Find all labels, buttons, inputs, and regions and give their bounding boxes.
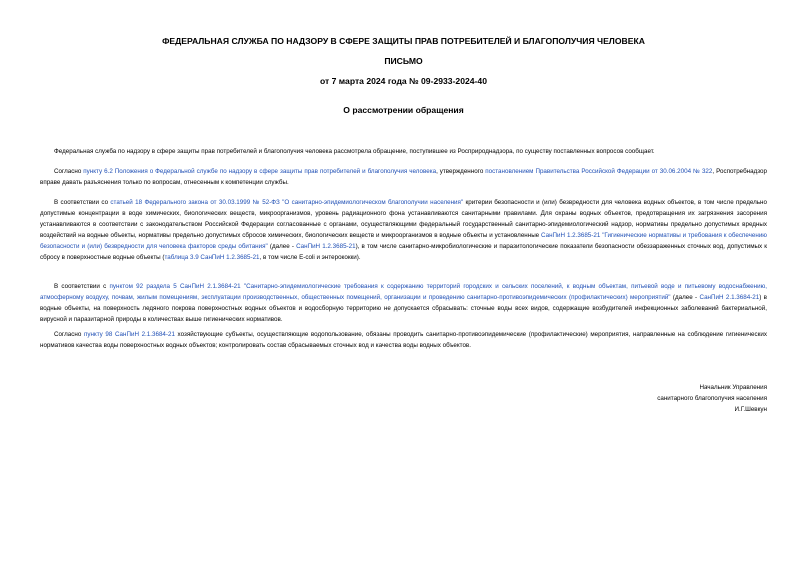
text: (далее -: [670, 294, 700, 301]
link-point-92[interactable]: пунктом 92 раздела 5 СанПиН 2.1.3684-21 "Санитарно-эпидемиологические требования к содержанию территорий городских и сельских поселений, к водным объектам, питьевой воде и питьевому водоснабжению, атмосферному воздуху, почвам, жилым помещениям, эксплуатации производственных, общественных помещений, организации и проведению санитарно-противоэпидемических (профилактических) мероприятий": [40, 283, 767, 301]
link-federal-law-52[interactable]: статьей 18 Федерального закона от 30.03.1999 № 52-ФЗ "О санитарно-эпидемиологическом благополучии населения": [110, 199, 464, 206]
text: ) в водные объекты, на поверхность ледяного покрова поверхностных водных объектов и водосборную территорию не допускается сбрасывать: сточные воды всех видов, содержащие возбудителей инфекционных заболеваний бактериальной, вирусной и паразитарной природы в количествах выше гигиенических нормативов.: [40, 294, 767, 323]
text: критерии безопасности и (или) безвредности для человека водных объектов, в том числе предельно допустимые концентрации в воде химических, биологических веществ, микроорганизмов, уровень радиационного фона устанавливаются санитарными правилами. Для охраны водных объектов, предотвращения их загрязнения засорения устанавливаются в соответствии с законодательством Российской Федерации согласованные с органами, осуществляющими федеральный государственный санитарно-эпидемиологический надзор, нормативы предельно допустимых вредных воздействий на водные объекты, нормативы предельно допустимых сбросов химических, биологических веществ и микроорганизмов в водные объекты и установленные: [40, 199, 767, 239]
signature-department: санитарного благополучия населения: [657, 395, 767, 402]
paragraph-federal-law: [40, 197, 767, 263]
paragraph-sanpin-2-1-3684: [40, 281, 767, 325]
link-table-3-9[interactable]: таблица 3.9 СанПиН 1.2.3685-21: [164, 254, 260, 261]
text: , в том числе E-coli и энтерококки).: [259, 254, 361, 261]
text: , утвержденного: [436, 168, 486, 175]
signature-block: [657, 382, 767, 415]
text: хозяйствующие субъекты, осуществляющие водопользование, обязаны проводить санитарно-противоэпидемические (профилактические) мероприятия, направленные на соблюдение гигиенических нормативов качества воды поверхностных водных объектов; контролировать состав сбрасываемых сточных вод и качества воды водных объектов.: [40, 331, 768, 349]
link-sanpin-1-2-3685-short[interactable]: СанПиН 1.2.3685-21: [296, 243, 356, 250]
text: , Роспотребнадзор вправе давать разъяснения только по вопросам, отнесенным к компетенции службы.: [40, 168, 767, 186]
signature-name: И.Г.Шевкун: [734, 406, 767, 413]
text: Согласно: [54, 331, 84, 338]
agency-title: ФЕДЕРАЛЬНАЯ СЛУЖБА ПО НАДЗОРУ В СФЕРЕ ЗАЩИТЫ ПРАВ ПОТРЕБИТЕЛЕЙ И БЛАГОПОЛУЧИЯ ЧЕЛОВЕКА: [162, 36, 645, 46]
signature-position: Начальник Управления: [699, 384, 767, 391]
link-government-decree[interactable]: постановлением Правительства Российской Федерации от 30.06.2004 № 322: [485, 168, 713, 175]
text: ), в том числе санитарно-микробиологические и паразитологические показатели безопасности обеззараженных сточных вод, допустимых к сбросу в поверхностные водные объекты (: [40, 243, 767, 261]
document-type: ПИСЬМО: [384, 56, 423, 66]
link-sanpin-1-2-3685[interactable]: СанПиН 1.2.3685-21 "Гигиенические нормативы и требования к обеспечению безопасности и (или) безвредности для человека факторов среды обитания": [40, 232, 767, 250]
text: Согласно: [54, 168, 84, 175]
text: В соответствии с: [54, 283, 110, 290]
paragraph-point-98: [40, 329, 767, 351]
link-regulation[interactable]: пункту 6.2 Положения о Федеральной службе по надзору в сфере защиты прав потребителей и благополучия человека: [83, 168, 437, 175]
paragraph-intro: Федеральная служба по надзору в сфере защиты прав потребителей и благополучия человека рассмотрела обращение, поступившее из Росприроднадзора, по существу поставленных вопросов сообщает.: [54, 148, 655, 155]
date-number: от 7 марта 2024 года № 09-2933-2024-40: [320, 76, 487, 86]
text: (далее -: [267, 243, 297, 250]
subject: О рассмотрении обращения: [343, 105, 464, 115]
link-point-98[interactable]: пункту 98 СанПиН 2.1.3684-21: [83, 331, 175, 338]
link-sanpin-2-1-3684-short[interactable]: СанПиН 2.1.3684-21: [699, 294, 760, 301]
paragraph-competence: [40, 166, 767, 188]
text: В соответствии со: [54, 199, 111, 206]
